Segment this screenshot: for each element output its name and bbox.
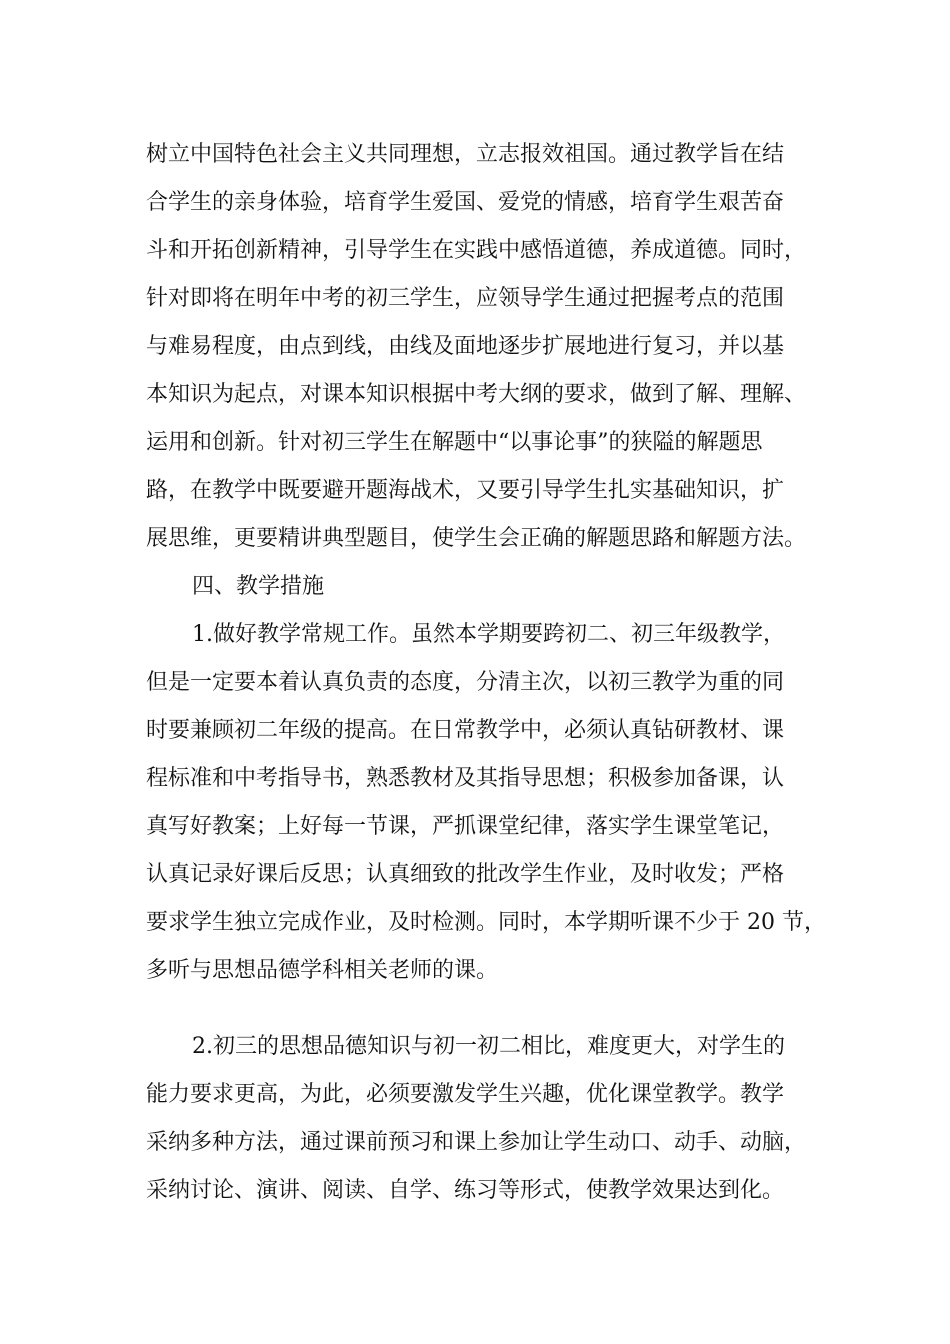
paragraph-2-line-3: 时要兼顾初二年级的提高。在日常教学中，必须认真钻研教材、课 — [146, 718, 785, 743]
paragraph-3-line-3: 采纳多种方法，通过课前预习和课上参加让学生动口、动手、动脑， — [146, 1130, 807, 1155]
paragraph-1-line-5: 与难易程度，由点到线，由线及面地逐步扩展地进行复习，并以基 — [146, 334, 785, 359]
paragraph-3-line-1: 2.初三的思想品德知识与初一初二相比，难度更大，对学生的 — [192, 1034, 785, 1059]
paragraph-1-line-8: 路，在教学中既要避开题海战术，又要引导学生扎实基础知识，扩 — [146, 478, 785, 503]
paragraph-1-line-2: 合学生的亲身体验，培育学生爱国、爱党的情感，培育学生艰苦奋 — [146, 190, 785, 215]
paragraph-1-line-3: 斗和开拓创新精神，引导学生在实践中感悟道德，养成道德。同时， — [146, 238, 807, 263]
paragraph-2-line-7: 要求学生独立完成作业，及时检测。同时，本学期听课不少于 20 节， — [146, 910, 826, 935]
paragraph-1-line-1: 树立中国特色社会主义共同理想，立志报效祖国。通过教学旨在结 — [146, 142, 785, 167]
section-heading: 四、教学措施 — [192, 574, 325, 599]
paragraph-1-line-6: 本知识为起点，对课本知识根据中考大纲的要求，做到了解、理解、 — [146, 382, 807, 407]
paragraph-2-line-5: 真写好教案；上好每一节课，严抓课堂纪律，落实学生课堂笔记， — [146, 814, 785, 839]
paragraph-2-line-8: 多听与思想品德学科相关老师的课。 — [146, 958, 499, 983]
paragraph-1-line-9: 展思维，更要精讲典型题目，使学生会正确的解题思路和解题方法。 — [146, 526, 807, 551]
paragraph-2-line-2: 但是一定要本着认真负责的态度，分清主次，以初三教学为重的同 — [146, 670, 785, 695]
paragraph-3-line-2: 能力要求更高，为此，必须要激发学生兴趣，优化课堂教学。教学 — [146, 1082, 785, 1107]
paragraph-2-line-6: 认真记录好课后反思；认真细致的批改学生作业，及时收发；严格 — [146, 862, 785, 887]
paragraph-2-line-4: 程标准和中考指导书，熟悉教材及其指导思想；积极参加备课，认 — [146, 766, 785, 791]
paragraph-1-line-7: 运用和创新。针对初三学生在解题中“以事论事”的狭隘的解题思 — [146, 430, 763, 455]
paragraph-1-line-4: 针对即将在明年中考的初三学生，应领导学生通过把握考点的范围 — [146, 286, 785, 311]
paragraph-3-line-4: 采纳讨论、演讲、阅读、自学、练习等形式，使教学效果达到化。 — [146, 1178, 785, 1203]
paragraph-2-line-1: 1.做好教学常规工作。虽然本学期要跨初二、初三年级教学， — [192, 622, 785, 647]
